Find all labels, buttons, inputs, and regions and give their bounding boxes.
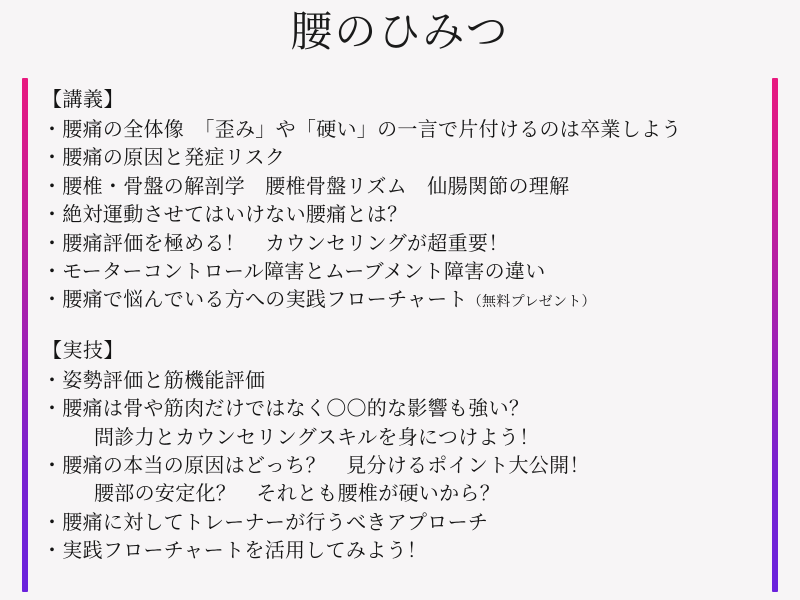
list-item: ・腰痛の全体像 「歪み」や「硬い」の一言で片付けるのは卒業しよう bbox=[42, 119, 682, 141]
section-heading-practical: 【実技】 bbox=[42, 339, 124, 362]
list-item: ・腰痛に対してトレーナーが行うべきアプローチ bbox=[42, 511, 489, 534]
section-heading-lecture: 【講義】 bbox=[42, 89, 124, 111]
list-item: 腰部の安定化？ それとも腰椎が硬いから？ bbox=[94, 483, 500, 506]
list-item: ・腰痛評価を極める！ カウンセリングが超重要！ bbox=[42, 232, 509, 255]
section-spacer bbox=[42, 315, 760, 337]
list-item: ・実践フローチャートを活用してみよう！ bbox=[42, 540, 428, 563]
list-item: ・姿勢評価と筋機能評価 bbox=[42, 369, 266, 392]
list-item bbox=[42, 286, 760, 314]
list-item: 問診力とカウンセリングスキルを身につけよう！ bbox=[94, 426, 540, 449]
accent-bar-right bbox=[772, 78, 778, 592]
list-item-note: （無料プレゼント） bbox=[467, 295, 596, 311]
list-item: ・腰痛の本当の原因はどっち？ 見分けるポイント大公開！ bbox=[42, 454, 590, 477]
list-item: ・腰痛は骨や筋肉だけではなく〇〇的な影響も強い？ bbox=[42, 398, 530, 421]
content-column bbox=[28, 78, 772, 592]
slide-body bbox=[22, 78, 778, 592]
list-item: ・腰椎・骨盤の解剖学 腰椎骨盤リズム 仙腸関節の理解 bbox=[42, 175, 570, 198]
page-title: 腰のひみつ bbox=[290, 10, 510, 56]
list-item: ・モーターコントロール障害とムーブメント障害の違い bbox=[42, 260, 546, 283]
list-item: ・絶対運動させてはいけない腰痛とは？ bbox=[42, 204, 408, 227]
list-item-text: ・腰痛で悩んでいる方への実践フローチャート bbox=[42, 289, 468, 312]
list-item: ・腰痛の原因と発症リスク bbox=[42, 147, 286, 170]
